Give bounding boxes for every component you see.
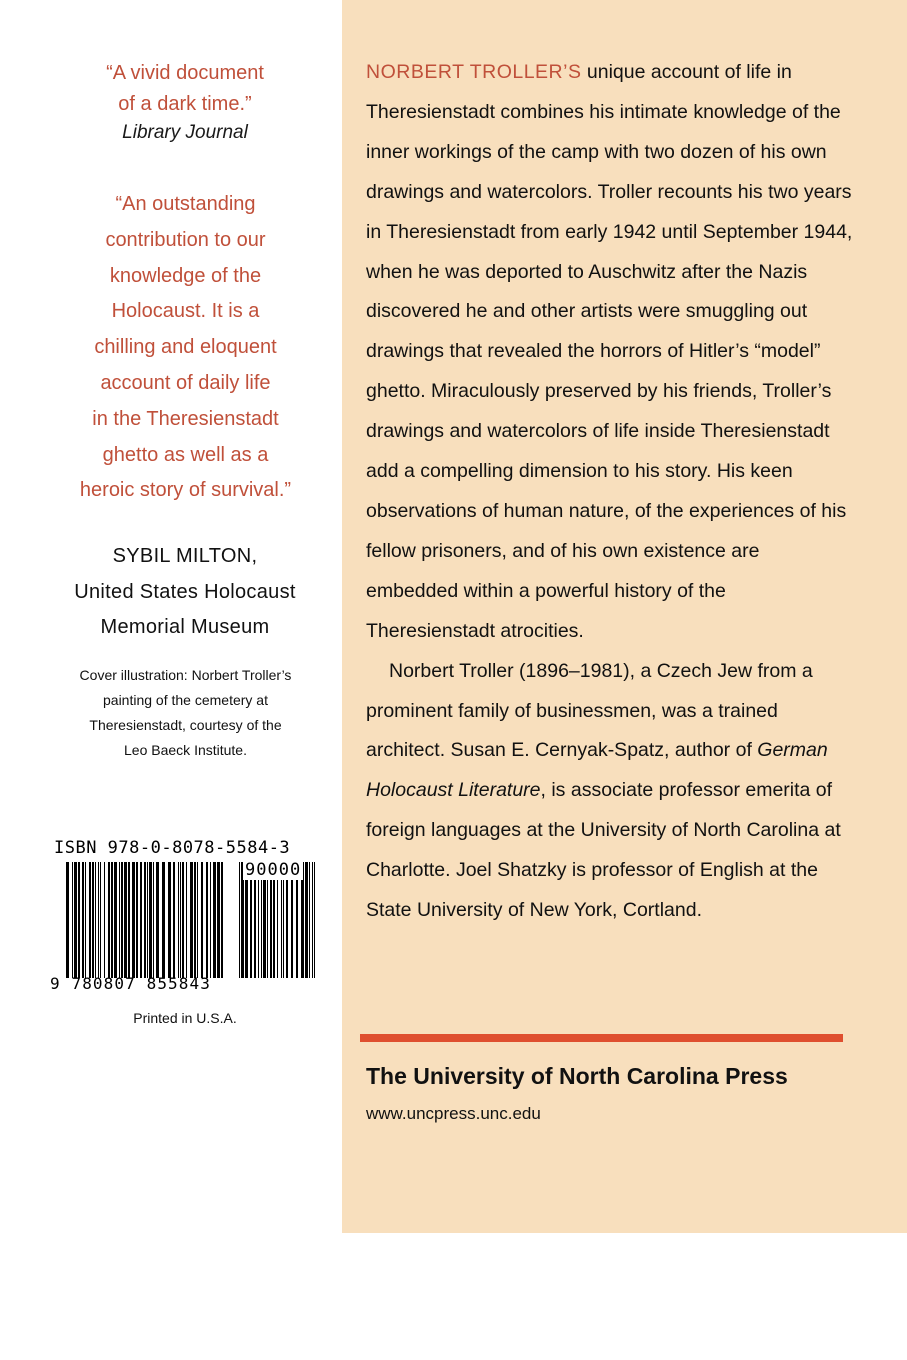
quote-line: heroic story of survival.” — [79, 479, 292, 502]
barcode-bar — [210, 862, 211, 978]
barcode-bar — [153, 862, 154, 978]
barcode-bar — [111, 862, 113, 978]
barcode-bar — [309, 862, 310, 978]
barcode-bar — [140, 862, 142, 978]
barcode-bar — [108, 862, 110, 978]
quote-source: Library Journal — [122, 122, 248, 143]
quote-attribution — [40, 539, 330, 646]
barcode-bar — [74, 862, 77, 978]
barcode-bar — [124, 862, 127, 978]
quote-line: ghetto as well as a — [102, 443, 269, 466]
quote-line: chilling and eloquent — [94, 336, 277, 359]
barcode-bar — [217, 862, 220, 978]
description-text: unique account of life in Theresienstadt combines his intimate knowledge of the inner workings of the camp with two dozen of his own drawings and watercolors. Troller recounts his two years in Theresienstadt from early 1942 until September 1944, when he was deported to Auschwitz after the Nazis discovered he and other artists were smuggling out drawings that revealed the horrors of Hitler’s “model” ghetto. Miraculously preserved by his friends, Troller’s drawings and watercolors of life inside Theresienstadt add a compelling dimension to his story. His keen observations of human nature, of the experiences of his fellow prisoners, and of his own existence are embedded within a powerful history of the Theresienstadt atrocities. — [366, 61, 853, 642]
quote-line: “A vivid document — [106, 62, 264, 84]
barcode-bar — [206, 862, 208, 978]
book-title: German Holocaust Literature — [366, 739, 828, 802]
attribution-org: Memorial Museum — [100, 616, 270, 638]
barcode-bar — [114, 862, 117, 978]
barcode-bar — [156, 862, 159, 978]
barcode-bar — [305, 862, 308, 978]
barcode-bar — [147, 862, 148, 978]
credit-line: Cover illustration: Norbert Troller’s — [79, 667, 292, 683]
description-paragraph — [366, 53, 856, 652]
quote-line: in the Theresienstadt — [92, 407, 279, 430]
barcode-bar — [162, 862, 165, 978]
quote-line: of a dark time.” — [118, 93, 252, 115]
barcode-bar — [173, 862, 175, 978]
barcode-bar — [82, 862, 84, 978]
isbn-text: ISBN 978-0-8078-5584-3 — [54, 838, 291, 858]
bio-paragraph — [366, 652, 856, 931]
quote-line: “An outstanding — [115, 193, 256, 215]
credit-line: Theresienstadt, courtesy of the — [89, 717, 282, 733]
quote-line: account of daily life — [100, 371, 271, 394]
barcode-bar — [194, 862, 196, 978]
author-lead: NORBERT TROLLER’S — [366, 61, 582, 83]
quote-line: knowledge of the — [109, 264, 262, 287]
barcode-bar — [132, 862, 135, 978]
barcode-bar — [95, 862, 96, 978]
barcode-bar — [168, 862, 171, 978]
barcode-bar — [72, 862, 73, 978]
barcode-bar — [314, 862, 315, 978]
barcode-bar — [104, 862, 105, 978]
barcode-bar — [186, 862, 187, 978]
addon-price-code: 90000 — [245, 860, 302, 880]
credit-line: painting of the cemetery at — [103, 692, 268, 708]
barcode-bar — [178, 862, 179, 978]
bio-text: , is associate professor emerita of foreign languages at the University of North Carolina at Charlotte. Joel Shatzky is professor of English at the State University of New York, Cortland. — [366, 779, 841, 922]
divider-rule — [360, 1034, 843, 1042]
bio-text: Norbert Troller (1896–1981), a Czech Jew from a prominent family of businessmen, was a trained architect. Susan E. Cernyak-Spatz, author of — [366, 659, 813, 762]
barcode-bar — [144, 862, 146, 978]
attribution-name: SYBIL MILTON, — [112, 545, 258, 567]
barcode-bar — [66, 862, 69, 978]
publisher-name: The University of North Carolina Press — [366, 1063, 788, 1089]
review-quote-2 — [48, 187, 323, 509]
barcode-bar — [149, 862, 152, 978]
barcode-bar — [221, 862, 223, 978]
barcode-bar — [197, 862, 198, 978]
quote-line: Holocaust. It is a — [111, 300, 260, 323]
printed-in: Printed in U.S.A. — [133, 1010, 237, 1026]
quote-line: contribution to our — [105, 228, 266, 251]
barcode-bar — [121, 862, 123, 978]
barcode-bar — [98, 862, 99, 978]
barcode-bar — [119, 862, 120, 978]
credit-line: Leo Baeck Institute. — [124, 742, 247, 758]
barcode-bar — [239, 862, 240, 978]
barcode-number: 9 780807 855843 — [50, 974, 211, 993]
barcode-bar — [213, 862, 216, 978]
barcode-bar — [78, 862, 80, 978]
attribution-org: United States Holocaust — [74, 580, 296, 603]
barcode-bar — [201, 862, 203, 978]
publisher-url: www.uncpress.unc.edu — [366, 1104, 541, 1123]
barcode-bar — [89, 862, 91, 978]
book-description — [366, 53, 856, 931]
barcode-bar — [85, 862, 86, 978]
cover-illustration-credit — [48, 663, 323, 763]
barcode-bar — [128, 862, 130, 978]
barcode — [66, 862, 226, 978]
barcode-bar — [182, 862, 184, 978]
barcode-bar — [190, 862, 193, 978]
review-quote-1 — [60, 58, 310, 120]
barcode-bar — [100, 862, 101, 978]
barcode-bar — [180, 862, 181, 978]
barcode-bar — [136, 862, 138, 978]
barcode-bar — [92, 862, 94, 978]
barcode-bar — [312, 862, 313, 978]
